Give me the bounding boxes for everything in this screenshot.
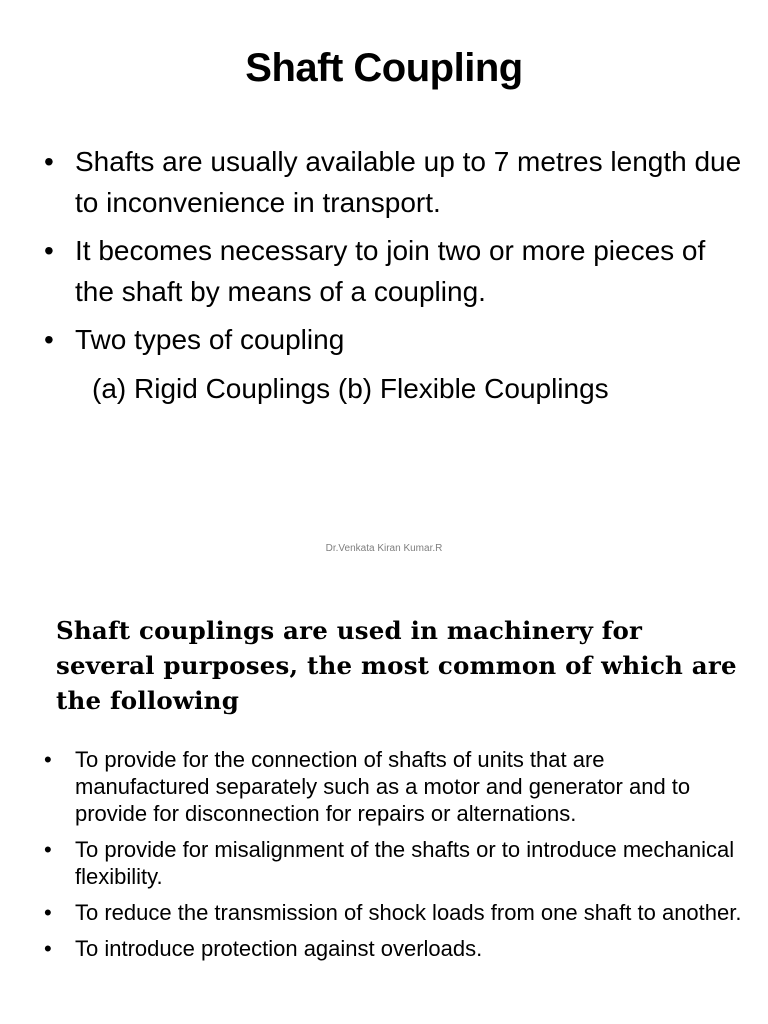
list-item: • It becomes necessary to join two or more pieces of the shaft by means of a coupling. [44,230,744,312]
bullet-list [44,746,744,971]
slide-title: Shaft Coupling [245,46,523,90]
coupling-types-line: (a) Rigid Couplings (b) Flexible Couplings [92,373,609,404]
bullet-list [44,141,744,367]
list-item: • To reduce the transmission of shock loads from one shaft to another. [44,899,744,926]
author-footer: Dr.Venkata Kiran Kumar.R [325,543,443,554]
list-item: • To introduce protection against overloads. [44,935,744,962]
list-item: • Two types of coupling [44,319,744,360]
list-item: • Shafts are usually available up to 7 metres length due to inconvenience in transport. [44,141,744,223]
list-item: • To provide for the connection of shafts of units that are manufactured separately such as a motor and generator and to provide for disconnection for repairs or alternations. [44,746,744,827]
section-heading: Shaft couplings are used in machinery for several purposes, the most common of which are the following [56,616,737,715]
list-item: • To provide for misalignment of the shafts or to introduce mechanical flexibility. [44,836,744,890]
slide-coupling-purposes [0,576,768,1024]
